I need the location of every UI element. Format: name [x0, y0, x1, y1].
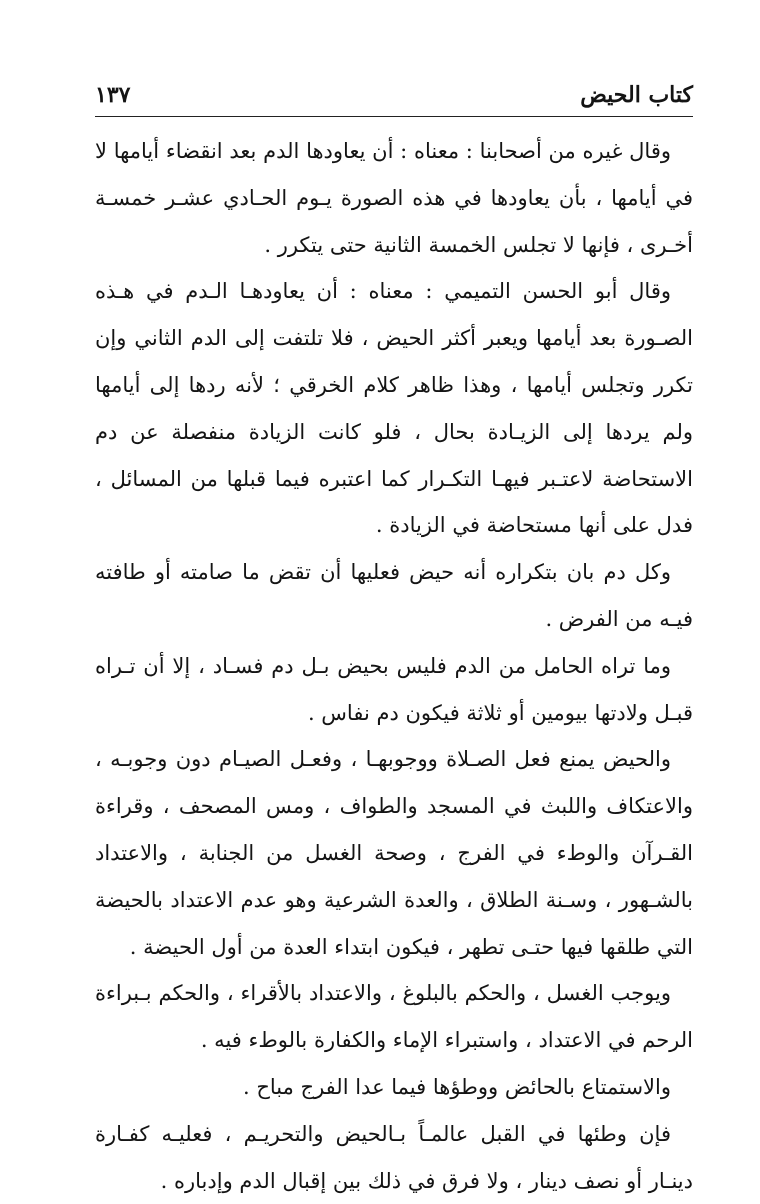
- paragraph: فإن وطئها في القبل عالمـاً بـالحيض والتحريـم ، فعليـه كفـارة دينـار أو نصف دينار ، ولا فرق في ذلك بين إقبال الدم وإدباره .: [95, 1121, 693, 1193]
- paragraph: وكل دم بان بتكراره أنه حيض فعليها أن تقض ما صامته أو طافته فيـه من الفرض .: [95, 560, 693, 631]
- paragraph: والاستمتاع بالحائض ووطؤها فيما عدا الفرج مباح .: [242, 1074, 671, 1099]
- paragraph: وما تراه الحامل من الدم فليس بحيض بـل دم فسـاد ، إلا أن تـراه قبـل ولادتها بيومين أو ثلاثة فيكون دم نفاس .: [95, 653, 693, 725]
- page-header: [95, 76, 693, 117]
- page-number: ١٣٧: [95, 82, 131, 108]
- running-title: كتاب الحيض: [580, 82, 693, 108]
- paragraph: ويوجب الغسل ، والحكم بالبلوغ ، والاعتداد بالأقراء ، والحكم بـبراءة الرحم في الاعتداد ، واستبراء الإماء والكفارة بالوطء فيه .: [95, 981, 693, 1053]
- paragraph: وقال غيره من أصحابنا : معناه : أن يعاودها الدم بعد انقضاء أيامها لا في أيامها ، بأن يعاودها في هذه الصورة يـوم الحـادي عشـر خمسـة أخـرى ، فإنها لا تجلس الخمسة الثانية حتى يتكرر .: [95, 139, 693, 257]
- paragraph: وقال أبو الحسن التميمي : معناه : أن يعاودهـا الـدم في هـذه الصـورة بعد أيامها ويعبر أكثر الحيض ، فلا تلتفت إلى الدم الثاني وإن تكرر وتجلس أيامها ، وهذا ظاهر كلام الخرقي ؛ لأنه ردها إلى أيامها ولم يردها إلى الزيـادة بحال ، فلو كانت الزيادة منفصلة عن دم الاستحاضة لاعتـبر فيهـا التكـرار كما اعتبره فيما قبلها من المسائل ، فدل على أنها مستحاضة في الزيادة .: [95, 279, 693, 538]
- paragraph: والحيض يمنع فعل الصـلاة ووجوبهـا ، وفعـل الصيـام دون وجوبـه ، والاعتكاف واللبث في المسجد والطواف ، ومس المصحف ، وقراءة القـرآن والوطء في الفرج ، وصحة الغسل من الجنابة ، والاعتداد بالشـهور ، وسـنة الطلاق ، والعدة الشرعية وهو عدم الاعتداد بالحيضة التي طلقها فيها حتـى تطهر ، فيكون ابتداء العدة من أول الحيضة .: [95, 747, 693, 959]
- body-text: [95, 128, 693, 1204]
